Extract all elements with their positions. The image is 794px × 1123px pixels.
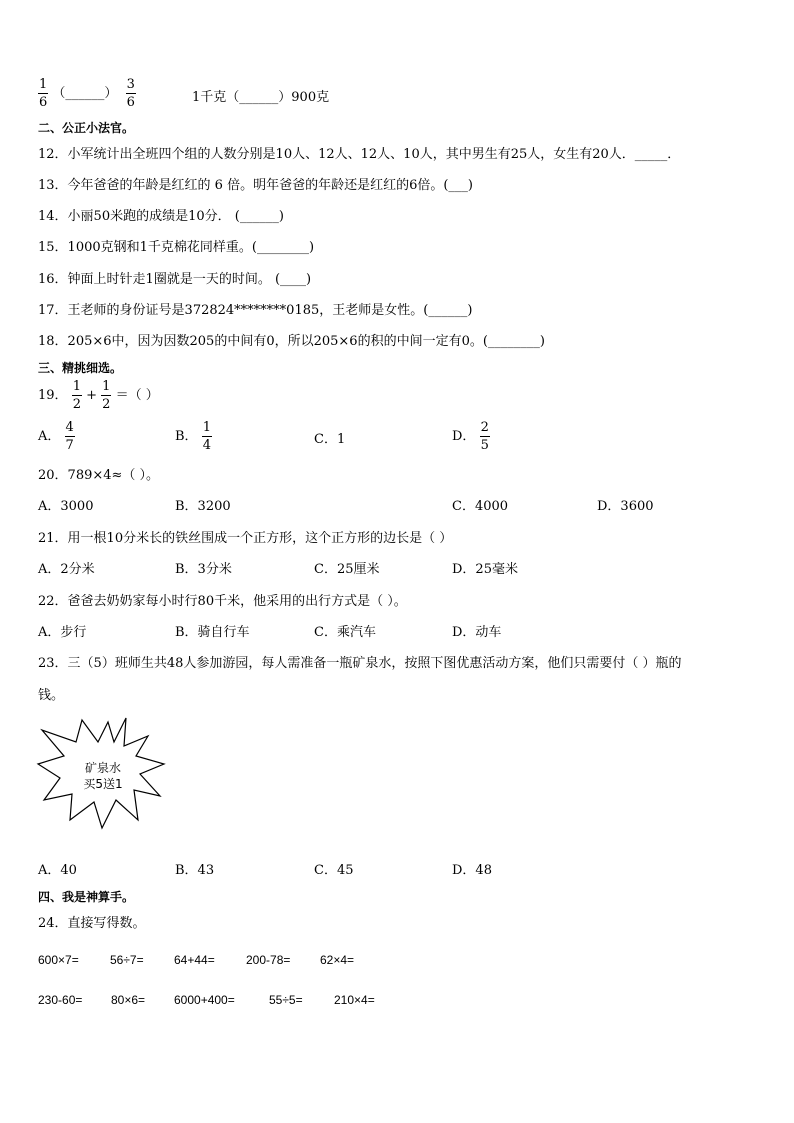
option-d[interactable]: D．25毫米: [452, 562, 518, 577]
fraction: $\frac{1}{4}$: [202, 420, 211, 453]
question-18: 18．205×6中，因为因数205的中间有0，所以205×6的积的中间一定有0。(________): [38, 334, 545, 349]
calc-item[interactable]: 56÷7=: [110, 953, 144, 967]
option-d[interactable]: D．48: [452, 863, 492, 878]
option-a[interactable]: A．3000: [38, 499, 94, 514]
question-17: 17．王老师的身份证号是372824********0185，王老师是女性。(______): [38, 303, 473, 318]
question-19: 19． $\frac{1}{2}$ + $\frac{1}{2}$ ＝（ ）: [38, 379, 159, 412]
question-12: 12．小军统计出全班四个组的人数分别是10人、12人、12人、10人，其中男生有25人，女生有20人．_____．: [38, 147, 681, 162]
question-13: 13．今年爸爸的年龄是红红的 6 倍。明年爸爸的年龄还是红红的6倍。(___): [38, 178, 473, 193]
promo-burst: [36, 716, 168, 832]
fraction: $\frac{1}{2}$: [72, 379, 81, 412]
question-15: 15．1000克钢和1千克棉花同样重。(________): [38, 240, 315, 255]
calc-item[interactable]: 80×6=: [111, 993, 146, 1007]
calc-item[interactable]: 64+44=: [174, 953, 215, 967]
section-heading: 二、公正小法官。: [38, 121, 135, 135]
option-b[interactable]: B．骑自行车: [175, 625, 250, 640]
option-b[interactable]: B．3分米: [175, 562, 232, 577]
option-a[interactable]: A．步行: [38, 625, 87, 640]
option-c[interactable]: C．45: [314, 863, 354, 878]
question-21: 21．用一根10分米长的铁丝围成一个正方形，这个正方形的边长是（ ）: [38, 531, 453, 546]
question-23: 23．三（5）班师生共48人参加游园，每人需准备一瓶矿泉水，按照下图优惠活动方案，他们只需要付（ ）瓶的: [38, 656, 682, 671]
question-22: 22．爸爸去奶奶家每小时行80千米，他采用的出行方式是（ ）。: [38, 594, 407, 609]
calc-item[interactable]: 230-60=: [38, 993, 83, 1007]
option-b[interactable]: B．43: [175, 863, 215, 878]
calc-item[interactable]: 6000+400=: [174, 993, 235, 1007]
option-d[interactable]: D．3600: [597, 499, 654, 514]
fraction: $\frac{1}{6}$: [39, 77, 48, 110]
question-23-cont: 钱。: [38, 688, 65, 703]
section-heading: 四、我是神算手。: [38, 890, 135, 904]
option-b[interactable]: B．3200: [175, 499, 231, 514]
answer-blank[interactable]: （______）: [52, 86, 118, 101]
option-a[interactable]: A．40: [38, 863, 77, 878]
calc-item[interactable]: 200-78=: [246, 953, 291, 967]
option-c[interactable]: C．乘汽车: [314, 625, 376, 640]
fraction: $\frac{4}{7}$: [65, 420, 74, 453]
question-16: 16．钟面上时针走1圈就是一天的时间。 (____): [38, 272, 312, 287]
option-b[interactable]: B． $\frac{1}{4}$: [175, 420, 211, 453]
calc-item[interactable]: 600×7=: [38, 953, 79, 967]
q11-part2: 1千克（______）900克: [192, 90, 330, 105]
option-c[interactable]: C．25厘米: [314, 562, 380, 577]
section-heading: 三、精挑细选。: [38, 361, 123, 375]
calc-item[interactable]: 210×4=: [334, 993, 375, 1007]
burst-text: 矿泉水 买5送1: [83, 761, 123, 791]
question-20: 20．789×4≈（ ）。: [38, 468, 160, 483]
calc-item[interactable]: 62×4=: [320, 953, 355, 967]
fraction: $\frac{1}{2}$: [102, 379, 111, 412]
option-d[interactable]: D．动车: [452, 625, 502, 640]
q11-line: [38, 78, 136, 109]
fraction: $\frac{3}{6}$: [126, 77, 135, 110]
calc-item[interactable]: 55÷5=: [269, 993, 303, 1007]
question-24: 24．直接写得数。: [38, 916, 146, 931]
fraction: $\frac{2}{5}$: [480, 420, 489, 453]
question-14: 14．小丽50米跑的成绩是10分． (______): [38, 209, 284, 224]
option-c[interactable]: C．1: [314, 432, 346, 447]
option-d[interactable]: D． $\frac{2}{5}$: [452, 420, 489, 453]
option-c[interactable]: C．4000: [452, 499, 509, 514]
option-a[interactable]: A． $\frac{4}{7}$: [38, 420, 74, 453]
option-a[interactable]: A．2分米: [38, 562, 95, 577]
